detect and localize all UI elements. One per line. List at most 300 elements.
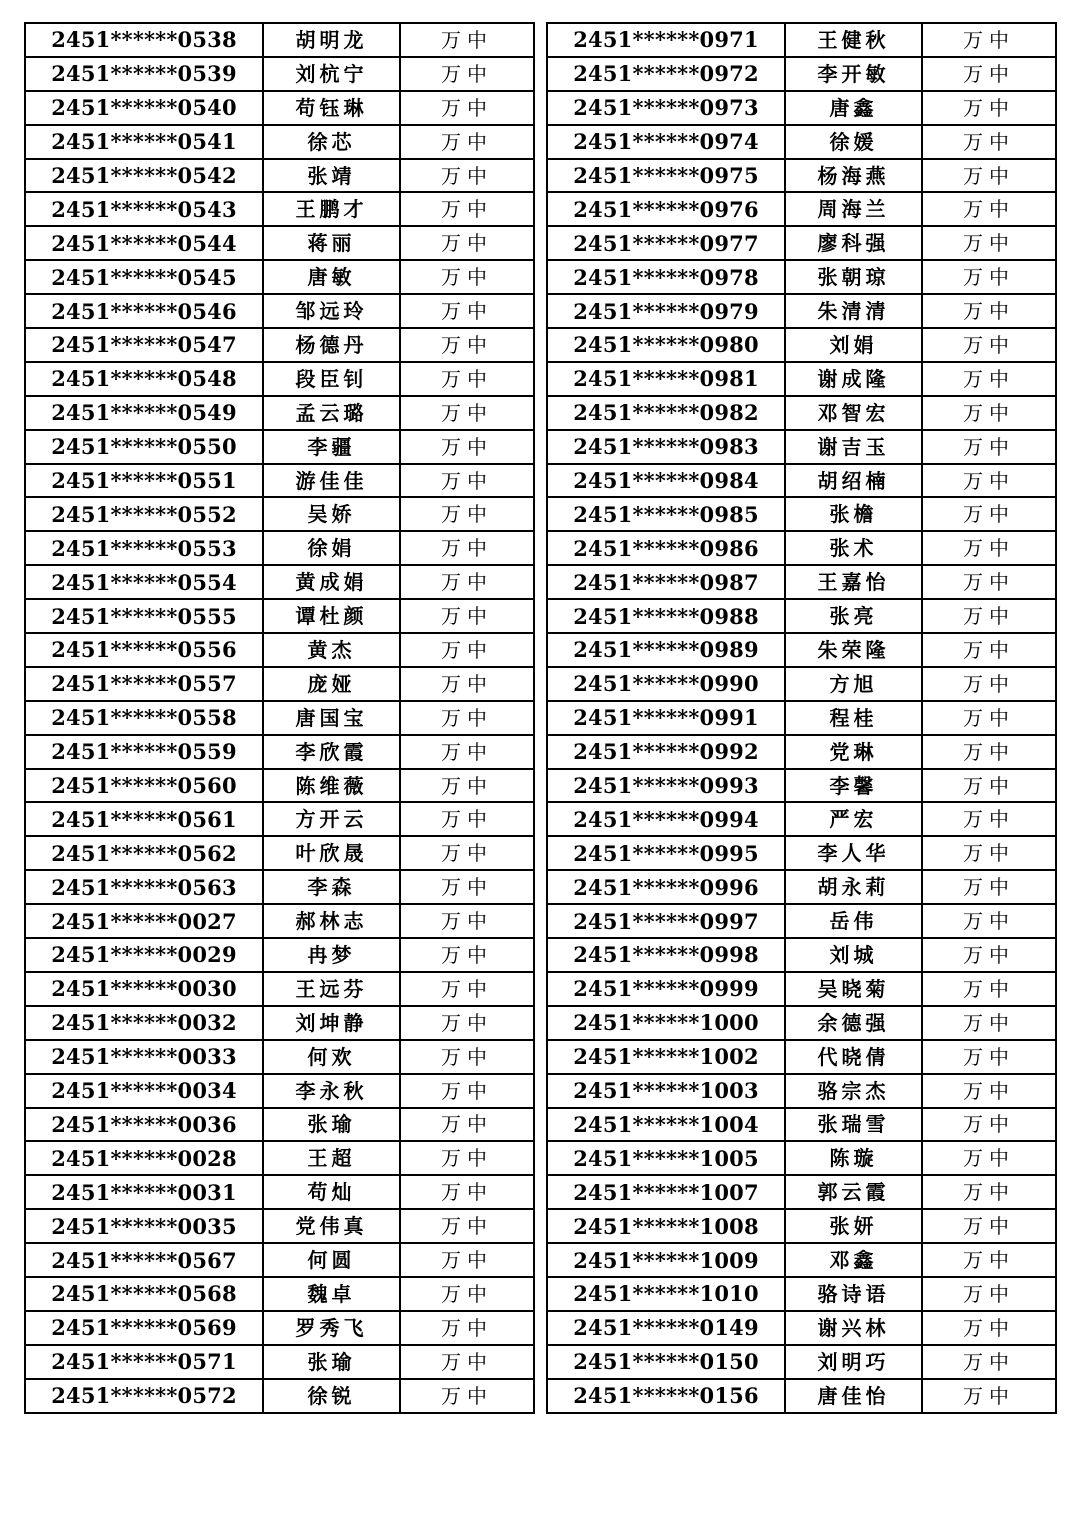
location-cell: 万中 [400, 362, 534, 396]
table-row [25, 1345, 534, 1379]
name-cell: 吴晓菊 [785, 972, 922, 1006]
location-cell: 万中 [922, 633, 1056, 667]
table-row [25, 430, 534, 464]
id-cell: 2451******0548 [25, 362, 263, 396]
id-cell: 2451******0035 [25, 1209, 263, 1243]
id-cell: 2451******0987 [547, 565, 785, 599]
table-row [25, 667, 534, 701]
table-row [547, 362, 1056, 396]
location-cell: 万中 [922, 294, 1056, 328]
name-cell: 何欢 [263, 1040, 400, 1074]
id-cell: 2451******1000 [547, 1006, 785, 1040]
location-cell: 万中 [400, 328, 534, 362]
id-cell: 2451******0997 [547, 904, 785, 938]
right-table-body [547, 23, 1056, 1413]
id-cell: 2451******0569 [25, 1311, 263, 1345]
name-cell: 张瑜 [263, 1108, 400, 1142]
id-cell: 2451******0563 [25, 870, 263, 904]
table-row [547, 1243, 1056, 1277]
name-cell: 方开云 [263, 802, 400, 836]
name-cell: 刘明巧 [785, 1345, 922, 1379]
location-cell: 万中 [400, 1311, 534, 1345]
location-cell: 万中 [400, 565, 534, 599]
table-row [547, 1277, 1056, 1311]
location-cell: 万中 [922, 192, 1056, 226]
id-cell: 2451******0552 [25, 497, 263, 531]
table-row [547, 1040, 1056, 1074]
table-row [547, 1141, 1056, 1175]
id-cell: 2451******0028 [25, 1141, 263, 1175]
location-cell: 万中 [400, 125, 534, 159]
id-cell: 2451******0553 [25, 531, 263, 565]
table-row [547, 159, 1056, 193]
name-cell: 李欣霞 [263, 735, 400, 769]
name-cell: 唐敏 [263, 260, 400, 294]
id-cell: 2451******1004 [547, 1108, 785, 1142]
table-row [547, 938, 1056, 972]
table-row [25, 362, 534, 396]
location-cell: 万中 [922, 802, 1056, 836]
location-cell: 万中 [400, 1006, 534, 1040]
id-cell: 2451******0150 [547, 1345, 785, 1379]
table-row [547, 1108, 1056, 1142]
id-cell: 2451******0546 [25, 294, 263, 328]
name-cell: 谢成隆 [785, 362, 922, 396]
table-row [25, 1108, 534, 1142]
table-row [547, 735, 1056, 769]
id-cell: 2451******0545 [25, 260, 263, 294]
name-cell: 郝林志 [263, 904, 400, 938]
id-cell: 2451******0991 [547, 701, 785, 735]
location-cell: 万中 [922, 260, 1056, 294]
location-cell: 万中 [400, 430, 534, 464]
table-row [25, 192, 534, 226]
location-cell: 万中 [922, 565, 1056, 599]
table-row [25, 57, 534, 91]
location-cell: 万中 [922, 57, 1056, 91]
location-cell: 万中 [400, 735, 534, 769]
name-cell: 李馨 [785, 769, 922, 803]
id-cell: 2451******1003 [547, 1074, 785, 1108]
id-cell: 2451******0547 [25, 328, 263, 362]
table-row [547, 396, 1056, 430]
id-cell: 2451******0976 [547, 192, 785, 226]
id-cell: 2451******0542 [25, 159, 263, 193]
table-row [25, 159, 534, 193]
table-row [547, 430, 1056, 464]
name-cell: 孟云璐 [263, 396, 400, 430]
location-cell: 万中 [400, 1345, 534, 1379]
location-cell: 万中 [922, 1040, 1056, 1074]
table-row [547, 1345, 1056, 1379]
location-cell: 万中 [922, 125, 1056, 159]
id-cell: 2451******0036 [25, 1108, 263, 1142]
name-cell: 李人华 [785, 836, 922, 870]
id-cell: 2451******0979 [547, 294, 785, 328]
table-row [25, 701, 534, 735]
location-cell: 万中 [400, 1074, 534, 1108]
name-cell: 余德强 [785, 1006, 922, 1040]
table-row [25, 396, 534, 430]
name-cell: 王嘉怡 [785, 565, 922, 599]
location-cell: 万中 [922, 904, 1056, 938]
table-row [547, 1006, 1056, 1040]
id-cell: 2451******0541 [25, 125, 263, 159]
name-cell: 张瑜 [263, 1345, 400, 1379]
name-cell: 朱清清 [785, 294, 922, 328]
name-cell: 谭杜颜 [263, 599, 400, 633]
id-cell: 2451******0539 [25, 57, 263, 91]
table-row [25, 1277, 534, 1311]
id-cell: 2451******0549 [25, 396, 263, 430]
name-cell: 张术 [785, 531, 922, 565]
name-cell: 邓鑫 [785, 1243, 922, 1277]
table-row [25, 1040, 534, 1074]
id-cell: 2451******0561 [25, 802, 263, 836]
location-cell: 万中 [400, 23, 534, 57]
name-cell: 蒋丽 [263, 226, 400, 260]
name-cell: 胡永莉 [785, 870, 922, 904]
id-cell: 2451******0984 [547, 464, 785, 498]
table-row [547, 1311, 1056, 1345]
table-row [25, 226, 534, 260]
table-row [547, 1074, 1056, 1108]
name-cell: 方旭 [785, 667, 922, 701]
table-row [25, 1311, 534, 1345]
id-cell: 2451******0032 [25, 1006, 263, 1040]
location-cell: 万中 [922, 599, 1056, 633]
id-cell: 2451******0156 [547, 1379, 785, 1413]
name-cell: 王远芬 [263, 972, 400, 1006]
location-cell: 万中 [922, 1209, 1056, 1243]
location-cell: 万中 [400, 599, 534, 633]
name-cell: 廖科强 [785, 226, 922, 260]
id-cell: 2451******0999 [547, 972, 785, 1006]
table-row [547, 226, 1056, 260]
name-cell: 王超 [263, 1141, 400, 1175]
id-cell: 2451******0560 [25, 769, 263, 803]
location-cell: 万中 [400, 531, 534, 565]
name-cell: 李疆 [263, 430, 400, 464]
table-row [547, 972, 1056, 1006]
name-cell: 杨德丹 [263, 328, 400, 362]
table-row [547, 531, 1056, 565]
table-row [547, 497, 1056, 531]
name-cell: 骆诗语 [785, 1277, 922, 1311]
id-cell: 2451******0990 [547, 667, 785, 701]
table-row [547, 769, 1056, 803]
location-cell: 万中 [400, 159, 534, 193]
table-row [25, 633, 534, 667]
location-cell: 万中 [922, 497, 1056, 531]
name-cell: 唐鑫 [785, 91, 922, 125]
id-cell: 2451******0567 [25, 1243, 263, 1277]
location-cell: 万中 [400, 870, 534, 904]
id-cell: 2451******0559 [25, 735, 263, 769]
table-row [25, 904, 534, 938]
name-cell: 罗秀飞 [263, 1311, 400, 1345]
table-row [25, 802, 534, 836]
table-row [547, 1379, 1056, 1413]
table-row [25, 294, 534, 328]
location-cell: 万中 [922, 1074, 1056, 1108]
left-roster-table [24, 22, 535, 1414]
name-cell: 李森 [263, 870, 400, 904]
location-cell: 万中 [400, 1379, 534, 1413]
location-cell: 万中 [400, 938, 534, 972]
name-cell: 张靖 [263, 159, 400, 193]
name-cell: 叶欣晟 [263, 836, 400, 870]
location-cell: 万中 [922, 1243, 1056, 1277]
id-cell: 2451******0980 [547, 328, 785, 362]
name-cell: 苟灿 [263, 1175, 400, 1209]
location-cell: 万中 [400, 667, 534, 701]
id-cell: 2451******0554 [25, 565, 263, 599]
name-cell: 游佳佳 [263, 464, 400, 498]
table-row [25, 769, 534, 803]
name-cell: 谢吉玉 [785, 430, 922, 464]
location-cell: 万中 [922, 1345, 1056, 1379]
id-cell: 2451******0986 [547, 531, 785, 565]
name-cell: 张檐 [785, 497, 922, 531]
table-row [547, 464, 1056, 498]
name-cell: 党伟真 [263, 1209, 400, 1243]
location-cell: 万中 [922, 1175, 1056, 1209]
name-cell: 唐国宝 [263, 701, 400, 735]
name-cell: 郭云霞 [785, 1175, 922, 1209]
name-cell: 骆宗杰 [785, 1074, 922, 1108]
location-cell: 万中 [400, 802, 534, 836]
id-cell: 2451******0988 [547, 599, 785, 633]
table-row [547, 870, 1056, 904]
right-roster-table [546, 22, 1057, 1414]
location-cell: 万中 [400, 91, 534, 125]
id-cell: 2451******0562 [25, 836, 263, 870]
id-cell: 2451******0974 [547, 125, 785, 159]
id-cell: 2451******0544 [25, 226, 263, 260]
name-cell: 徐娟 [263, 531, 400, 565]
location-cell: 万中 [922, 464, 1056, 498]
name-cell: 周海兰 [785, 192, 922, 226]
location-cell: 万中 [922, 938, 1056, 972]
name-cell: 杨海燕 [785, 159, 922, 193]
name-cell: 朱荣隆 [785, 633, 922, 667]
name-cell: 徐锐 [263, 1379, 400, 1413]
id-cell: 2451******1002 [547, 1040, 785, 1074]
table-row [25, 870, 534, 904]
id-cell: 2451******0031 [25, 1175, 263, 1209]
location-cell: 万中 [400, 260, 534, 294]
name-cell: 魏卓 [263, 1277, 400, 1311]
name-cell: 张瑞雪 [785, 1108, 922, 1142]
table-row [547, 633, 1056, 667]
id-cell: 2451******0993 [547, 769, 785, 803]
table-row [547, 57, 1056, 91]
location-cell: 万中 [922, 396, 1056, 430]
id-cell: 2451******0994 [547, 802, 785, 836]
id-cell: 2451******0572 [25, 1379, 263, 1413]
name-cell: 李永秋 [263, 1074, 400, 1108]
table-row [547, 125, 1056, 159]
location-cell: 万中 [400, 1175, 534, 1209]
id-cell: 2451******0975 [547, 159, 785, 193]
left-table-body [25, 23, 534, 1413]
name-cell: 刘杭宁 [263, 57, 400, 91]
name-cell: 王鹏才 [263, 192, 400, 226]
id-cell: 2451******0571 [25, 1345, 263, 1379]
location-cell: 万中 [922, 23, 1056, 57]
table-row [547, 192, 1056, 226]
name-cell: 邹远玲 [263, 294, 400, 328]
id-cell: 2451******0556 [25, 633, 263, 667]
location-cell: 万中 [922, 91, 1056, 125]
id-cell: 2451******0034 [25, 1074, 263, 1108]
id-cell: 2451******0550 [25, 430, 263, 464]
id-cell: 2451******0551 [25, 464, 263, 498]
name-cell: 徐媛 [785, 125, 922, 159]
name-cell: 段臣钊 [263, 362, 400, 396]
location-cell: 万中 [922, 1006, 1056, 1040]
location-cell: 万中 [400, 972, 534, 1006]
location-cell: 万中 [400, 192, 534, 226]
location-cell: 万中 [400, 497, 534, 531]
table-row [547, 294, 1056, 328]
table-row [25, 1006, 534, 1040]
table-row [25, 328, 534, 362]
location-cell: 万中 [400, 1108, 534, 1142]
id-cell: 2451******0973 [547, 91, 785, 125]
name-cell: 徐芯 [263, 125, 400, 159]
location-cell: 万中 [400, 836, 534, 870]
name-cell: 张朝琼 [785, 260, 922, 294]
table-row [547, 91, 1056, 125]
id-cell: 2451******0558 [25, 701, 263, 735]
table-row [25, 531, 534, 565]
table-row [25, 23, 534, 57]
location-cell: 万中 [922, 1141, 1056, 1175]
id-cell: 2451******0543 [25, 192, 263, 226]
id-cell: 2451******0029 [25, 938, 263, 972]
table-row [25, 125, 534, 159]
location-cell: 万中 [400, 1040, 534, 1074]
name-cell: 王健秋 [785, 23, 922, 57]
id-cell: 2451******0985 [547, 497, 785, 531]
table-row [25, 1074, 534, 1108]
table-row [25, 836, 534, 870]
id-cell: 2451******0149 [547, 1311, 785, 1345]
table-row [25, 735, 534, 769]
location-cell: 万中 [922, 1108, 1056, 1142]
id-cell: 2451******0540 [25, 91, 263, 125]
name-cell: 陈维薇 [263, 769, 400, 803]
location-cell: 万中 [922, 769, 1056, 803]
id-cell: 2451******0977 [547, 226, 785, 260]
id-cell: 2451******1005 [547, 1141, 785, 1175]
id-cell: 2451******1009 [547, 1243, 785, 1277]
table-row [547, 904, 1056, 938]
name-cell: 黄杰 [263, 633, 400, 667]
table-row [547, 23, 1056, 57]
id-cell: 2451******1008 [547, 1209, 785, 1243]
location-cell: 万中 [922, 430, 1056, 464]
location-cell: 万中 [400, 1209, 534, 1243]
id-cell: 2451******0998 [547, 938, 785, 972]
table-row [547, 1175, 1056, 1209]
id-cell: 2451******0981 [547, 362, 785, 396]
id-cell: 2451******0557 [25, 667, 263, 701]
name-cell: 苟钰琳 [263, 91, 400, 125]
name-cell: 刘坤静 [263, 1006, 400, 1040]
id-cell: 2451******0555 [25, 599, 263, 633]
table-row [547, 565, 1056, 599]
id-cell: 2451******0033 [25, 1040, 263, 1074]
table-row [547, 802, 1056, 836]
table-row [25, 1379, 534, 1413]
id-cell: 2451******0995 [547, 836, 785, 870]
id-cell: 2451******0992 [547, 735, 785, 769]
id-cell: 2451******0996 [547, 870, 785, 904]
table-row [25, 464, 534, 498]
name-cell: 唐佳怡 [785, 1379, 922, 1413]
table-row [25, 1243, 534, 1277]
location-cell: 万中 [400, 57, 534, 91]
name-cell: 冉梦 [263, 938, 400, 972]
table-row [25, 497, 534, 531]
location-cell: 万中 [400, 396, 534, 430]
location-cell: 万中 [922, 870, 1056, 904]
table-row [25, 1175, 534, 1209]
table-row [25, 565, 534, 599]
id-cell: 2451******0538 [25, 23, 263, 57]
id-cell: 2451******0972 [547, 57, 785, 91]
location-cell: 万中 [400, 1243, 534, 1277]
table-row [25, 1209, 534, 1243]
location-cell: 万中 [400, 226, 534, 260]
name-cell: 程桂 [785, 701, 922, 735]
id-cell: 2451******0971 [547, 23, 785, 57]
id-cell: 2451******0568 [25, 1277, 263, 1311]
name-cell: 李开敏 [785, 57, 922, 91]
id-cell: 2451******0982 [547, 396, 785, 430]
location-cell: 万中 [400, 633, 534, 667]
location-cell: 万中 [400, 701, 534, 735]
table-row [25, 91, 534, 125]
table-row [547, 667, 1056, 701]
location-cell: 万中 [922, 159, 1056, 193]
location-cell: 万中 [922, 1277, 1056, 1311]
table-row [25, 938, 534, 972]
id-cell: 2451******0983 [547, 430, 785, 464]
table-row [25, 599, 534, 633]
location-cell: 万中 [922, 667, 1056, 701]
name-cell: 胡明龙 [263, 23, 400, 57]
table-row [547, 599, 1056, 633]
name-cell: 庞娅 [263, 667, 400, 701]
table-row [547, 1209, 1056, 1243]
location-cell: 万中 [400, 1141, 534, 1175]
id-cell: 2451******0978 [547, 260, 785, 294]
location-cell: 万中 [922, 328, 1056, 362]
id-cell: 2451******1010 [547, 1277, 785, 1311]
table-row [547, 836, 1056, 870]
name-cell: 刘城 [785, 938, 922, 972]
table-row [547, 260, 1056, 294]
name-cell: 黄成娟 [263, 565, 400, 599]
location-cell: 万中 [922, 972, 1056, 1006]
id-cell: 2451******1007 [547, 1175, 785, 1209]
location-cell: 万中 [400, 1277, 534, 1311]
location-cell: 万中 [922, 1311, 1056, 1345]
